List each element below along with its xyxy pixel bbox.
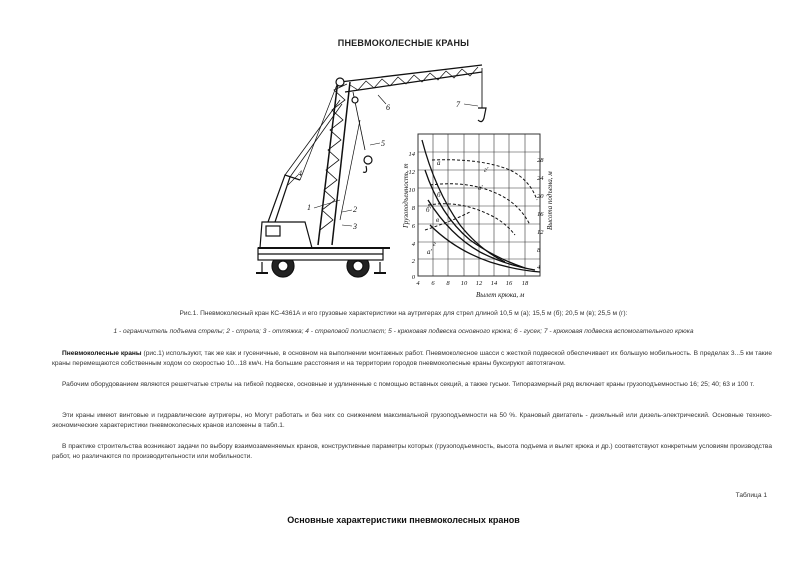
svg-text:18: 18 (521, 280, 529, 287)
paragraph-1 (52, 349, 772, 369)
curve-label-v-prime: в' (478, 184, 483, 192)
svg-text:12: 12 (537, 229, 544, 236)
curve-label-g: г (433, 240, 436, 248)
curve-b (425, 170, 525, 268)
svg-text:8: 8 (446, 280, 450, 287)
svg-text:14: 14 (408, 151, 415, 158)
svg-text:14: 14 (490, 280, 498, 287)
crane-label-3: 3 (353, 222, 357, 231)
y-right-tick-labels (537, 157, 544, 271)
jib-lattice (340, 65, 482, 92)
crane-label-4: 4 (298, 169, 302, 178)
svg-text:16: 16 (537, 211, 544, 218)
y-left-axis-label: Грузоподъемность, т (402, 163, 410, 228)
curve-label-b: б (437, 191, 441, 199)
curve-label-b-prime: б' (426, 206, 432, 214)
crane-label-5: 5 (381, 139, 385, 148)
y-right-axis-label: Высота подъема, м (546, 171, 554, 230)
figure-legend: 1 - ограничитель подъема стрелы; 2 - стрела; 3 - оттяжка; 4 - стреловой полиспаст; 5 - крюковая подвеска основного крюка; 6 - гусек; 7 - крюковая подвеска вспомогательного крюка (113, 328, 694, 335)
svg-text:8: 8 (537, 247, 541, 254)
svg-text:4: 4 (416, 280, 420, 287)
svg-text:10: 10 (460, 280, 468, 287)
curve-labels (426, 159, 489, 256)
svg-text:10: 10 (408, 187, 415, 194)
svg-text:28: 28 (537, 157, 544, 164)
svg-text:16: 16 (505, 280, 513, 287)
curve-b-prime (428, 204, 515, 235)
chart-grid (418, 134, 540, 276)
svg-text:4: 4 (537, 264, 541, 271)
svg-text:24: 24 (537, 175, 544, 182)
x-tick-labels (416, 280, 529, 287)
curve-label-v: в (436, 216, 440, 224)
crane-label-1: 1 (307, 203, 311, 212)
figure-caption: Рис.1. Пневмоколесный кран КС-4361А и его грузовые характеристики на аутригерах для стрел длиной 10,5 м (а); 15,5 м (б); 20,5 м (в); 25,5 м (г): (179, 310, 628, 317)
x-axis-label: Вылет крюка, м (476, 291, 525, 299)
curve-label-a-prime: а' (427, 248, 432, 256)
table-number: Таблица 1 (735, 492, 767, 499)
paragraph-4: В практике строительства возникают задачи по выбору взаимозаменяемых кранов, конструктивные параметры которых (грузоподъемность, высота подъема и вылет крюка и др.) соответствуют конкретным условиям производства работ, но различаются по производительности или мобильности. (52, 443, 772, 460)
svg-text:12: 12 (408, 169, 415, 176)
table-title: Основные характеристики пневмоколесных кранов (287, 515, 520, 525)
crane-label-6: 6 (386, 103, 390, 112)
svg-text:0: 0 (411, 274, 415, 281)
svg-text:8: 8 (411, 205, 415, 212)
load-chart (402, 134, 554, 299)
crane-label-7: 7 (456, 100, 460, 109)
paragraph-2: Рабочим оборудованием являются решетчатые стрелы на гибкой подвеске, основные и удлиненные с помощью вставных секций, а также гуськи. Типоразмерный ряд включает краны грузоподъемностью 16; 25; 40; 63 и 100 т. (62, 381, 755, 388)
crane-drawing (256, 65, 486, 277)
svg-text:2: 2 (411, 258, 415, 265)
svg-text:6: 6 (431, 280, 435, 287)
crane-labels (288, 95, 478, 231)
paragraph-1-text: (рис.1) используют, так же как и гусеничные, в основном на выполнении монтажных работ. Пневмоколесное шасси с жесткой подвеской обеспечивает их большую мобильность. В пределах 3...5 км такие краны перемещаются собственным ходом со скоростью 10...18 км/ч. На большие расстояния и на территории городов пневмоколесные краны буксируют автотягачом. (52, 350, 773, 367)
paragraph-3: Эти краны имеют винтовые и гидравлические аутригеры, но Могут работать и без них со снижением максимальной грузоподъемности на 50 %. Крановый двигатель - дизельный или дизель-электрический. Основные технико-экономические характеристики пневмоколесных кранов изложены в табл.1. (52, 412, 772, 429)
svg-text:6: 6 (411, 223, 415, 230)
crane-label-2: 2 (353, 205, 357, 214)
svg-text:20: 20 (537, 193, 544, 200)
page-title: ПНЕВМОКОЛЕСНЫЕ КРАНЫ (337, 38, 470, 48)
svg-text:12: 12 (475, 280, 483, 287)
svg-text:4: 4 (411, 241, 415, 248)
paragraph-1-term: Пневмоколесные краны (62, 350, 142, 357)
curve-g (430, 225, 540, 272)
boom-lattice (318, 80, 350, 245)
curve-label-g-prime: г' (484, 166, 489, 174)
curve-label-a: а (437, 159, 441, 167)
